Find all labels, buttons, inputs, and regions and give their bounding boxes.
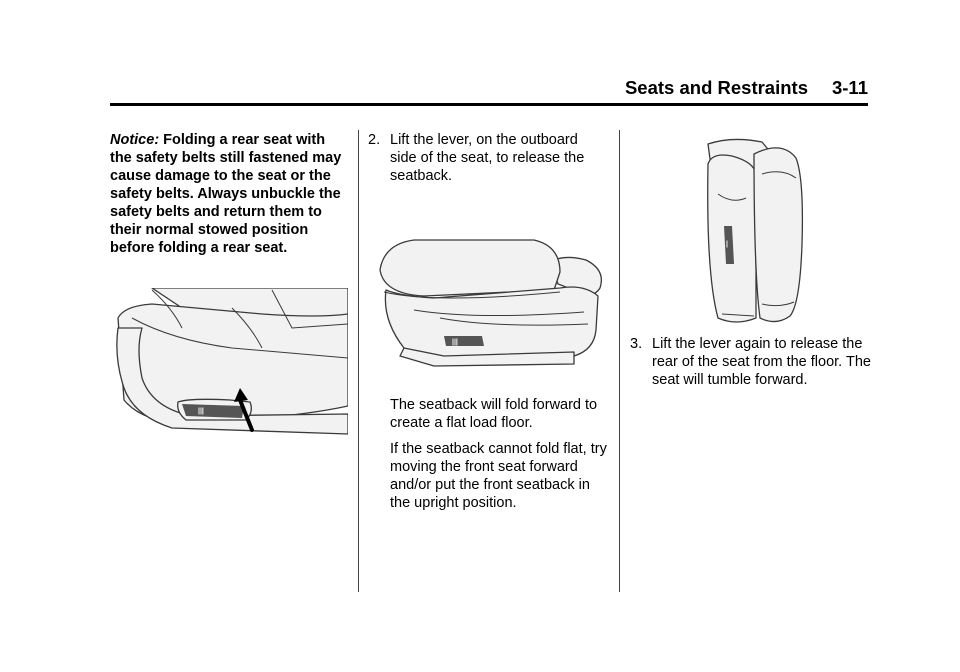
- section-title: Seats and Restraints: [624, 77, 808, 98]
- header-rule: [110, 103, 868, 106]
- notice-label: Notice:: [110, 132, 160, 148]
- step-3-number: 3.: [630, 336, 643, 352]
- step-2-text: Lift the lever, on the outboard side of the seat, to release the seatback.: [390, 132, 585, 184]
- seat-tumble-illustration: [692, 134, 816, 330]
- svg-text:|||: |||: [198, 408, 204, 415]
- column-divider-2: [619, 130, 620, 592]
- column-divider-1: [358, 130, 359, 592]
- seatback-release-figure: [374, 200, 608, 372]
- notice-block: [110, 131, 350, 257]
- seatback-release-illustration: [374, 200, 608, 372]
- svg-text:|: |: [726, 241, 728, 248]
- step-3-text: Lift the lever again to release the rear of the seat from the floor. The seat will tumble forward.: [652, 336, 871, 388]
- notice-text: Folding a rear seat with the safety belts still fastened may cause damage to the seat or the safety belts. Always unbuckle the safety belts and return them to their normal stowed position before folding a rear seat.: [110, 132, 342, 256]
- step-2-number: 2.: [368, 132, 381, 148]
- page-header: [110, 74, 868, 102]
- seat-tumble-figure: [692, 134, 816, 330]
- svg-text:|||: |||: [452, 339, 458, 346]
- seat-lever-illustration: [112, 288, 348, 450]
- paragraph-fold-flat: The seatback will fold forward to create a flat load floor.: [390, 397, 598, 431]
- page-number: 3-11: [831, 77, 868, 98]
- step-3: [630, 335, 875, 389]
- step-2: [368, 131, 608, 185]
- paragraph-front-seat: If the seatback cannot fold flat, try moving the front seat forward and/or put the front seatback in the upright position.: [390, 441, 607, 511]
- seat-lever-figure: [112, 288, 348, 450]
